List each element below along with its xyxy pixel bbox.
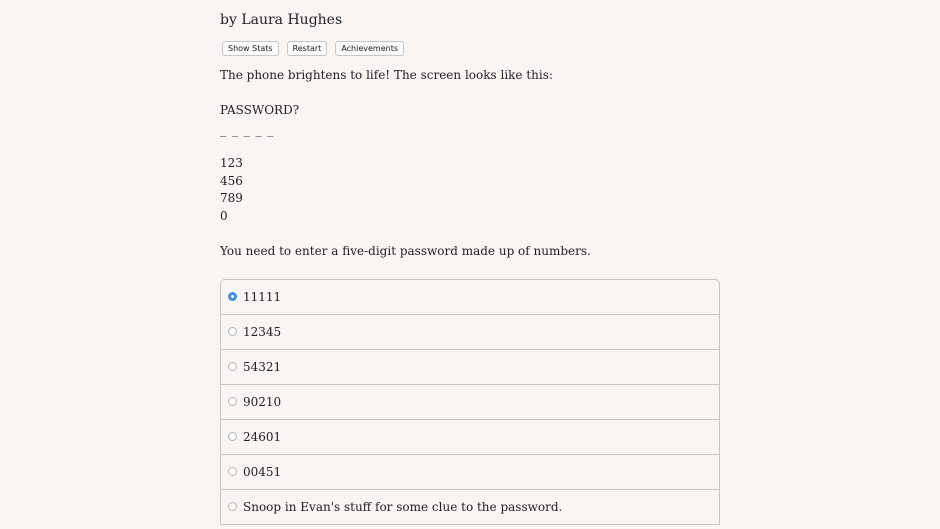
choice-option[interactable]	[221, 350, 719, 385]
choice-option[interactable]	[221, 315, 719, 350]
story-instruction: You need to enter a five-digit password made up of numbers.	[220, 244, 591, 258]
show-stats-button[interactable]: Show Stats	[222, 41, 279, 56]
keypad-row-1: 123	[220, 156, 243, 170]
radio-icon[interactable]	[228, 362, 237, 371]
choice-list	[220, 279, 720, 525]
choice-option[interactable]	[221, 490, 719, 525]
author-byline: by Laura Hughes	[220, 12, 343, 28]
choice-label: 24601	[243, 430, 282, 444]
keypad-row-4: 0	[220, 209, 228, 223]
game-toolbar	[222, 41, 404, 56]
restart-button[interactable]: Restart	[287, 41, 328, 56]
choice-label: 90210	[243, 395, 282, 409]
radio-icon[interactable]	[228, 432, 237, 441]
radio-icon[interactable]	[228, 327, 237, 336]
choice-label: Snoop in Evan's stuff for some clue to the password.	[243, 500, 563, 514]
choice-option[interactable]	[221, 280, 719, 315]
radio-icon[interactable]	[228, 502, 237, 511]
password-blanks: _ _ _ _ _	[220, 123, 275, 137]
choice-label: 11111	[243, 290, 282, 304]
radio-selected-icon[interactable]	[228, 292, 237, 301]
keypad-row-2: 456	[220, 174, 243, 188]
choice-option[interactable]	[221, 420, 719, 455]
choice-label: 54321	[243, 360, 282, 374]
keypad-row-3: 789	[220, 191, 243, 205]
choice-label: 00451	[243, 465, 282, 479]
achievements-button[interactable]: Achievements	[335, 41, 404, 56]
story-intro: The phone brightens to life! The screen looks like this:	[220, 68, 553, 82]
radio-icon[interactable]	[228, 467, 237, 476]
choice-label: 12345	[243, 325, 282, 339]
choice-option[interactable]	[221, 385, 719, 420]
choice-option[interactable]	[221, 455, 719, 490]
password-prompt: PASSWORD?	[220, 103, 300, 117]
radio-icon[interactable]	[228, 397, 237, 406]
